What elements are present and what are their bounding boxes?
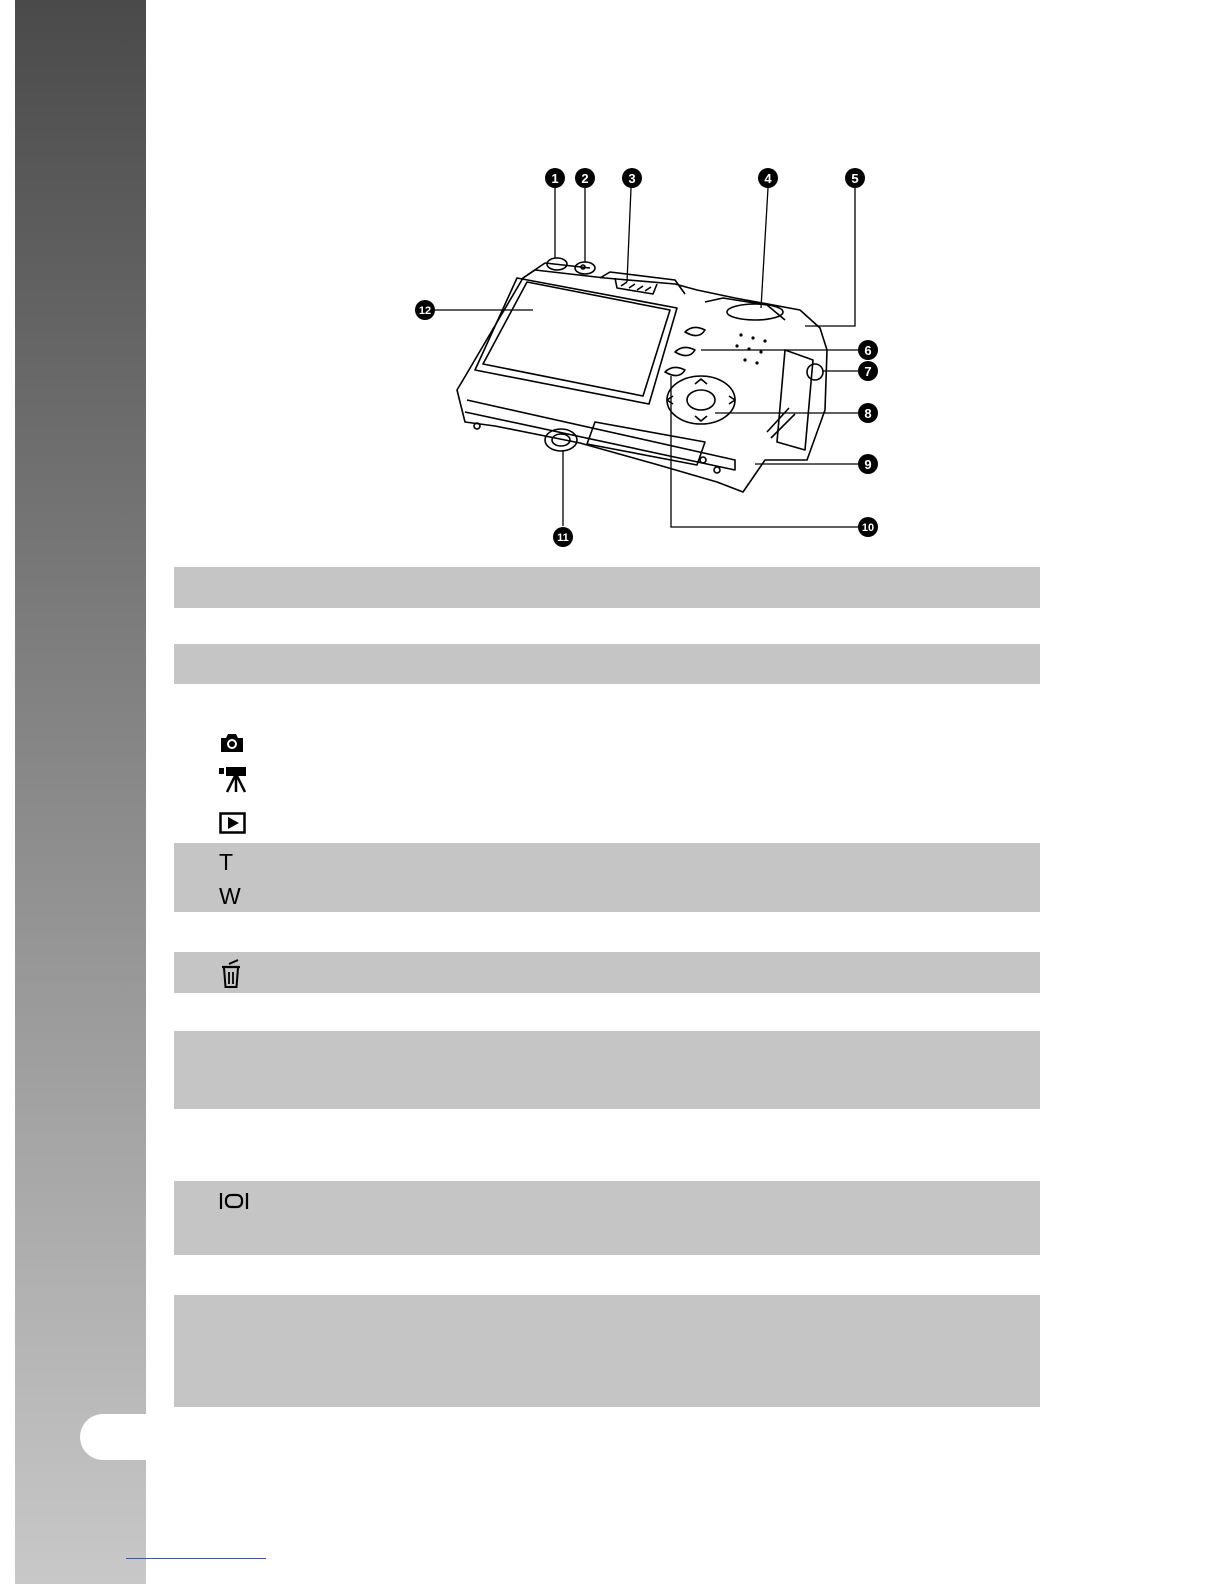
callout-3: 3 (628, 171, 636, 186)
page-number-tab (80, 1414, 146, 1460)
zoom-tele-label: T (219, 848, 234, 875)
callout-12: 12 (418, 305, 432, 317)
table-row-band (174, 1295, 1040, 1407)
chapter-sidebar (15, 0, 146, 1584)
callout-11: 11 (557, 532, 569, 544)
table-row-band (174, 843, 1040, 912)
playback-icon (219, 811, 249, 835)
table-row-band (174, 1181, 1040, 1255)
callout-4: 4 (764, 171, 772, 186)
callout-8: 8 (864, 406, 872, 421)
callout-9: 9 (864, 457, 872, 472)
zoom-wide-label: W (219, 882, 241, 909)
callout-markers (415, 168, 878, 547)
display-icon (219, 1190, 249, 1212)
camera-icon (219, 731, 249, 755)
camera-body (457, 270, 827, 492)
table-row-band (174, 567, 1040, 608)
trash-icon (219, 959, 249, 989)
footer-rule (126, 1558, 266, 1559)
callout-1: 1 (551, 171, 559, 186)
callout-2: 2 (581, 171, 589, 186)
table-row-band (174, 1031, 1040, 1109)
four-way-pad (667, 376, 735, 424)
table-row-band (174, 644, 1040, 684)
video-camera-icon (219, 765, 249, 795)
callout-5: 5 (851, 171, 859, 186)
table-row-band (174, 952, 1040, 993)
callout-6: 6 (864, 343, 872, 358)
callout-7: 7 (864, 364, 872, 379)
camera-back-diagram (405, 160, 895, 555)
callout-10: 10 (861, 522, 875, 534)
